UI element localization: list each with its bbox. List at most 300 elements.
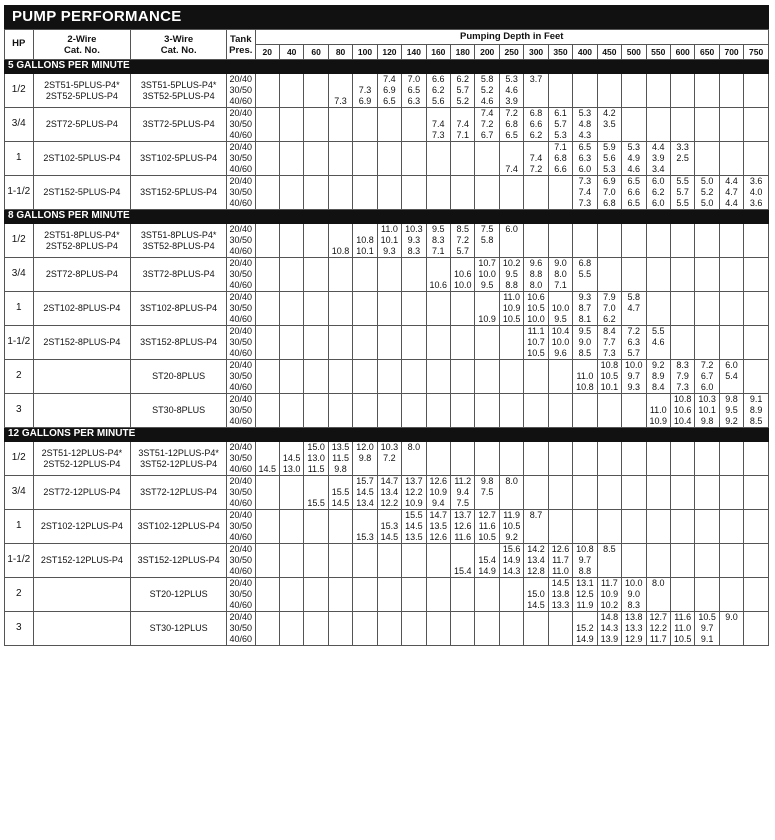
depth-value-cell: 14.5 xyxy=(255,442,279,476)
depth-value-cell: 13.7 12.6 11.6 xyxy=(451,510,475,544)
depth-value-cell xyxy=(328,510,352,544)
depth-value-cell: 3.6 4.0 3.6 xyxy=(744,176,769,210)
depth-value-cell xyxy=(304,108,328,142)
three-wire-cell: ST20-8PLUS xyxy=(131,360,227,394)
depth-value-cell: 3.3 2.5 xyxy=(670,142,694,176)
depth-value-cell xyxy=(255,224,279,258)
depth-value-cell xyxy=(279,326,303,360)
depth-value-cell xyxy=(670,544,694,578)
depth-value-cell: 15.3 14.5 xyxy=(377,510,401,544)
depth-value-cell xyxy=(695,578,719,612)
depth-value-cell xyxy=(304,326,328,360)
tank-pressure-cell: 20/40 30/50 40/60 xyxy=(227,578,256,612)
depth-600: 600 xyxy=(670,45,694,60)
depth-value-cell xyxy=(255,612,279,646)
depth-value-cell xyxy=(475,176,499,210)
depth-value-cell xyxy=(402,578,426,612)
depth-value-cell xyxy=(279,176,303,210)
depth-value-cell xyxy=(451,394,475,428)
two-wire-cell: 2ST152-8PLUS-P4 xyxy=(33,326,131,360)
depth-value-cell: 5.5 4.6 xyxy=(646,326,670,360)
depth-value-cell: 10.6 10.5 10.0 xyxy=(524,292,548,326)
section-header: 12 GALLONS PER MINUTE xyxy=(5,428,769,442)
depth-value-cell: 11.0 10.8 xyxy=(573,360,597,394)
depth-value-cell: 8.4 7.7 7.3 xyxy=(597,326,621,360)
depth-value-cell: 7.2 6.8 6.5 xyxy=(499,108,523,142)
three-wire-cell: 3ST51-8PLUS-P4* 3ST52-8PLUS-P4 xyxy=(131,224,227,258)
depth-value-cell: 10.4 10.0 9.6 xyxy=(548,326,572,360)
depth-value-cell xyxy=(548,612,572,646)
depth-value-cell xyxy=(646,224,670,258)
depth-value-cell xyxy=(475,612,499,646)
tank-pressure-cell: 20/40 30/50 40/60 xyxy=(227,176,256,210)
depth-value-cell: 15.4 14.9 xyxy=(475,544,499,578)
depth-value-cell xyxy=(377,360,401,394)
depth-value-cell xyxy=(475,578,499,612)
depth-750: 750 xyxy=(744,45,769,60)
depth-value-cell: 15.5 xyxy=(304,476,328,510)
depth-value-cell xyxy=(573,510,597,544)
hp-cell: 3 xyxy=(5,394,34,428)
depth-value-cell xyxy=(255,510,279,544)
depth-value-cell xyxy=(279,394,303,428)
depth-value-cell xyxy=(719,476,743,510)
three-wire-cell: ST30-8PLUS xyxy=(131,394,227,428)
depth-value-cell: 7.4 6.9 6.5 xyxy=(377,74,401,108)
two-wire-cell: 2ST152-12PLUS-P4 xyxy=(33,544,131,578)
depth-value-cell xyxy=(646,74,670,108)
depth-value-cell: 5.8 4.7 xyxy=(622,292,646,326)
depth-value-cell xyxy=(695,544,719,578)
tank-pressure-cell: 20/40 30/50 40/60 xyxy=(227,544,256,578)
depth-value-cell: 9.6 8.8 8.0 xyxy=(524,258,548,292)
depth-value-cell xyxy=(377,612,401,646)
table-row xyxy=(5,612,769,646)
depth-value-cell xyxy=(719,510,743,544)
tank-pressure-cell: 20/40 30/50 40/60 xyxy=(227,224,256,258)
depth-value-cell xyxy=(548,360,572,394)
depth-value-cell xyxy=(670,108,694,142)
depth-value-cell: 11.9 10.5 9.2 xyxy=(499,510,523,544)
depth-value-cell: 5.8 5.2 4.6 xyxy=(475,74,499,108)
depth-value-cell xyxy=(328,578,352,612)
depth-value-cell xyxy=(304,510,328,544)
depth-value-cell xyxy=(719,258,743,292)
depth-value-cell: 11.0 10.1 9.3 xyxy=(377,224,401,258)
depth-value-cell xyxy=(353,360,377,394)
depth-value-cell: 15.5 14.5 xyxy=(328,476,352,510)
depth-value-cell: 11.1 10.7 10.5 xyxy=(524,326,548,360)
depth-value-cell: 10.8 10.5 10.1 xyxy=(597,360,621,394)
depth-value-cell xyxy=(719,142,743,176)
depth-value-cell xyxy=(744,142,769,176)
depth-value-cell xyxy=(646,108,670,142)
depth-value-cell: 11.0 10.9 10.5 xyxy=(499,292,523,326)
depth-value-cell: 10.7 10.0 9.5 xyxy=(475,258,499,292)
depth-value-cell xyxy=(670,578,694,612)
pump-performance-sheet xyxy=(4,5,769,646)
depth-value-cell xyxy=(353,394,377,428)
depth-700: 700 xyxy=(719,45,743,60)
tank-pressure-cell: 20/40 30/50 40/60 xyxy=(227,360,256,394)
depth-500: 500 xyxy=(622,45,646,60)
depth-value-cell xyxy=(744,258,769,292)
depth-value-cell xyxy=(255,578,279,612)
pump-performance-table xyxy=(4,29,769,646)
depth-value-cell xyxy=(524,224,548,258)
depth-value-cell: 7.3 6.9 xyxy=(353,74,377,108)
depth-value-cell xyxy=(622,510,646,544)
depth-value-cell xyxy=(719,108,743,142)
depth-value-cell xyxy=(451,442,475,476)
depth-550: 550 xyxy=(646,45,670,60)
depth-value-cell xyxy=(426,326,450,360)
two-wire-cell: 2ST51-8PLUS-P4* 2ST52-8PLUS-P4 xyxy=(33,224,131,258)
depth-value-cell xyxy=(646,544,670,578)
depth-value-cell xyxy=(695,108,719,142)
depth-160: 160 xyxy=(426,45,450,60)
depth-450: 450 xyxy=(597,45,621,60)
depth-value-cell xyxy=(402,176,426,210)
depth-value-cell xyxy=(744,612,769,646)
depth-value-cell: 9.0 8.0 7.1 xyxy=(548,258,572,292)
hp-cell: 1/2 xyxy=(5,224,34,258)
depth-value-cell xyxy=(377,108,401,142)
depth-value-cell xyxy=(353,108,377,142)
depth-value-cell xyxy=(328,258,352,292)
depth-value-cell xyxy=(402,292,426,326)
depth-value-cell xyxy=(353,142,377,176)
depth-value-cell: 14.2 13.4 12.8 xyxy=(524,544,548,578)
depth-value-cell: 6.2 5.7 5.2 xyxy=(451,74,475,108)
depth-value-cell: 6.0 5.4 xyxy=(719,360,743,394)
depth-value-cell: 6.0 xyxy=(499,224,523,258)
depth-value-cell: 7.9 7.0 6.2 xyxy=(597,292,621,326)
depth-value-cell xyxy=(426,292,450,326)
hp-cell: 1 xyxy=(5,510,34,544)
hp-cell: 1 xyxy=(5,292,34,326)
depth-value-cell: 5.3 4.6 3.9 xyxy=(499,74,523,108)
three-wire-cell: 3ST152-5PLUS-P4 xyxy=(131,176,227,210)
depth-value-cell: 15.7 14.5 13.4 xyxy=(353,476,377,510)
two-wire-cell: 2ST72-12PLUS-P4 xyxy=(33,476,131,510)
depth-value-cell xyxy=(548,224,572,258)
depth-value-cell xyxy=(304,544,328,578)
depth-value-cell: 4.4 3.9 3.4 xyxy=(646,142,670,176)
depth-value-cell xyxy=(279,258,303,292)
depth-value-cell xyxy=(451,326,475,360)
depth-value-cell: 10.0 9.0 8.3 xyxy=(622,578,646,612)
three-wire-cell: 3ST51-12PLUS-P4* 3ST52-12PLUS-P4 xyxy=(131,442,227,476)
three-wire-cell: 3ST72-12PLUS-P4 xyxy=(131,476,227,510)
depth-value-cell: 15.4 xyxy=(451,544,475,578)
tank-pressure-cell: 20/40 30/50 40/60 xyxy=(227,74,256,108)
depth-value-cell: 12.6 10.9 9.4 xyxy=(426,476,450,510)
three-wire-cell: 3ST102-8PLUS-P4 xyxy=(131,292,227,326)
two-wire-cell xyxy=(33,612,131,646)
depth-80: 80 xyxy=(328,45,352,60)
depth-value-cell xyxy=(646,292,670,326)
depth-value-cell xyxy=(255,258,279,292)
depth-value-cell xyxy=(451,176,475,210)
depth-value-cell xyxy=(475,326,499,360)
depth-value-cell xyxy=(402,544,426,578)
depth-value-cell xyxy=(328,176,352,210)
depth-value-cell xyxy=(279,224,303,258)
depth-value-cell: 15.3 xyxy=(353,510,377,544)
depth-value-cell xyxy=(475,442,499,476)
depth-value-cell xyxy=(426,176,450,210)
hp-cell: 1-1/2 xyxy=(5,544,34,578)
tank-pressure-cell: 20/40 30/50 40/60 xyxy=(227,442,256,476)
depth-value-cell xyxy=(695,476,719,510)
depth-value-cell xyxy=(744,74,769,108)
header-3-wire: 3-Wire Cat. No. xyxy=(131,30,227,60)
header-hp: HP xyxy=(5,30,34,60)
tank-pressure-cell: 20/40 30/50 40/60 xyxy=(227,108,256,142)
depth-value-cell xyxy=(377,292,401,326)
three-wire-cell: 3ST152-8PLUS-P4 xyxy=(131,326,227,360)
depth-value-cell xyxy=(695,292,719,326)
depth-value-cell xyxy=(499,394,523,428)
depth-value-cell: 7.2 6.3 5.7 xyxy=(622,326,646,360)
depth-value-cell xyxy=(744,476,769,510)
table-row xyxy=(5,360,769,394)
depth-value-cell: 5.9 5.6 5.3 xyxy=(597,142,621,176)
depth-value-cell xyxy=(524,442,548,476)
depth-value-cell xyxy=(622,108,646,142)
depth-value-cell: 10.2 9.5 8.8 xyxy=(499,258,523,292)
depth-value-cell xyxy=(744,544,769,578)
depth-value-cell xyxy=(304,292,328,326)
depth-value-cell: 9.0 xyxy=(719,612,743,646)
depth-value-cell xyxy=(255,476,279,510)
depth-value-cell: 12.7 11.6 10.5 xyxy=(475,510,499,544)
depth-value-cell: 7.2 6.7 6.0 xyxy=(695,360,719,394)
depth-value-cell xyxy=(377,142,401,176)
depth-value-cell: 6.5 6.3 6.0 xyxy=(573,142,597,176)
depth-value-cell: 12.7 12.2 11.7 xyxy=(646,612,670,646)
depth-value-cell xyxy=(353,176,377,210)
table-row xyxy=(5,292,769,326)
depth-value-cell xyxy=(524,394,548,428)
hp-cell: 2 xyxy=(5,360,34,394)
header-pumping-depth: Pumping Depth in Feet xyxy=(255,30,768,45)
depth-value-cell xyxy=(622,224,646,258)
depth-140: 140 xyxy=(402,45,426,60)
depth-value-cell: 8.0 xyxy=(499,476,523,510)
depth-value-cell: 9.3 8.7 8.1 xyxy=(573,292,597,326)
depth-value-cell xyxy=(255,360,279,394)
depth-value-cell xyxy=(622,394,646,428)
depth-value-cell: 10.9 xyxy=(475,292,499,326)
depth-value-cell xyxy=(279,360,303,394)
depth-value-cell: 10.6 xyxy=(426,258,450,292)
tank-pressure-cell: 20/40 30/50 40/60 xyxy=(227,142,256,176)
depth-value-cell: 15.5 14.5 13.5 xyxy=(402,510,426,544)
depth-value-cell: 10.8 xyxy=(328,224,352,258)
depth-value-cell xyxy=(279,578,303,612)
section-header: 8 GALLONS PER MINUTE xyxy=(5,210,769,224)
depth-value-cell: 15.0 14.5 xyxy=(524,578,548,612)
depth-60: 60 xyxy=(304,45,328,60)
three-wire-cell: 3ST102-12PLUS-P4 xyxy=(131,510,227,544)
depth-value-cell xyxy=(597,510,621,544)
depth-value-cell xyxy=(622,544,646,578)
depth-value-cell xyxy=(573,442,597,476)
depth-value-cell xyxy=(328,108,352,142)
table-row xyxy=(5,108,769,142)
depth-value-cell xyxy=(646,442,670,476)
depth-value-cell: 10.0 9.7 9.3 xyxy=(622,360,646,394)
tank-pressure-cell: 20/40 30/50 40/60 xyxy=(227,394,256,428)
depth-value-cell xyxy=(670,258,694,292)
depth-value-cell xyxy=(695,326,719,360)
depth-value-cell xyxy=(744,510,769,544)
depth-value-cell: 5.3 4.8 4.3 xyxy=(573,108,597,142)
depth-value-cell: 15.0 13.0 11.5 xyxy=(304,442,328,476)
hp-cell: 3/4 xyxy=(5,476,34,510)
depth-value-cell xyxy=(353,578,377,612)
tank-pressure-cell: 20/40 30/50 40/60 xyxy=(227,258,256,292)
tank-pressure-cell: 20/40 30/50 40/60 xyxy=(227,510,256,544)
depth-value-cell xyxy=(377,258,401,292)
depth-value-cell: 10.3 10.1 9.8 xyxy=(695,394,719,428)
depth-value-cell xyxy=(402,360,426,394)
depth-value-cell xyxy=(744,578,769,612)
depth-value-cell xyxy=(304,74,328,108)
depth-value-cell xyxy=(670,510,694,544)
table-row xyxy=(5,578,769,612)
three-wire-cell: 3ST51-5PLUS-P4* 3ST52-5PLUS-P4 xyxy=(131,74,227,108)
depth-value-cell: 5.3 4.9 4.6 xyxy=(622,142,646,176)
depth-value-cell xyxy=(597,394,621,428)
depth-value-cell: 10.5 9.7 9.1 xyxy=(695,612,719,646)
depth-value-cell xyxy=(426,360,450,394)
depth-value-cell xyxy=(744,360,769,394)
depth-value-cell xyxy=(597,74,621,108)
depth-value-cell xyxy=(670,224,694,258)
depth-value-cell xyxy=(499,326,523,360)
depth-value-cell xyxy=(499,612,523,646)
depth-value-cell xyxy=(622,258,646,292)
depth-value-cell xyxy=(719,292,743,326)
depth-value-cell: 7.0 6.5 6.3 xyxy=(402,74,426,108)
depth-value-cell: 7.4 7.3 xyxy=(426,108,450,142)
depth-value-cell xyxy=(304,258,328,292)
depth-value-cell: 14.8 14.3 13.9 xyxy=(597,612,621,646)
depth-value-cell xyxy=(719,224,743,258)
depth-value-cell xyxy=(328,612,352,646)
depth-value-cell xyxy=(328,142,352,176)
depth-value-cell xyxy=(279,510,303,544)
depth-value-cell: 8.5 xyxy=(597,544,621,578)
depth-value-cell xyxy=(499,442,523,476)
depth-value-cell xyxy=(719,74,743,108)
page-title: PUMP PERFORMANCE xyxy=(4,5,769,29)
two-wire-cell: 2ST102-12PLUS-P4 xyxy=(33,510,131,544)
depth-value-cell xyxy=(328,360,352,394)
depth-value-cell xyxy=(744,108,769,142)
tank-pressure-cell: 20/40 30/50 40/60 xyxy=(227,292,256,326)
depth-value-cell: 15.2 14.9 xyxy=(573,612,597,646)
two-wire-cell: 2ST102-8PLUS-P4 xyxy=(33,292,131,326)
depth-value-cell xyxy=(255,544,279,578)
depth-value-cell xyxy=(426,442,450,476)
depth-value-cell xyxy=(451,142,475,176)
hp-cell: 1-1/2 xyxy=(5,326,34,360)
depth-value-cell xyxy=(597,224,621,258)
two-wire-cell xyxy=(33,578,131,612)
depth-value-cell xyxy=(402,612,426,646)
depth-value-cell: 8.0 xyxy=(402,442,426,476)
depth-value-cell xyxy=(695,258,719,292)
depth-value-cell: 7.5 5.8 xyxy=(475,224,499,258)
depth-value-cell xyxy=(548,394,572,428)
depth-value-cell xyxy=(646,510,670,544)
hp-cell: 3/4 xyxy=(5,258,34,292)
depth-value-cell xyxy=(451,292,475,326)
depth-value-cell xyxy=(548,176,572,210)
tank-pressure-cell: 20/40 30/50 40/60 xyxy=(227,326,256,360)
depth-value-cell: 12.0 9.8 xyxy=(353,442,377,476)
depth-value-cell: 10.6 10.0 xyxy=(451,258,475,292)
depth-value-cell: 13.8 13.3 12.9 xyxy=(622,612,646,646)
depth-value-cell xyxy=(622,476,646,510)
depth-value-cell xyxy=(670,74,694,108)
depth-value-cell xyxy=(573,74,597,108)
depth-value-cell: 8.5 7.2 5.7 xyxy=(451,224,475,258)
depth-value-cell xyxy=(304,176,328,210)
two-wire-cell: 2ST51-12PLUS-P4* 2ST52-12PLUS-P4 xyxy=(33,442,131,476)
depth-value-cell xyxy=(353,326,377,360)
depth-value-cell xyxy=(279,544,303,578)
depth-value-cell: 9.5 8.3 7.1 xyxy=(426,224,450,258)
depth-value-cell: 6.0 6.2 6.0 xyxy=(646,176,670,210)
depth-value-cell: 8.0 xyxy=(646,578,670,612)
depth-value-cell xyxy=(402,142,426,176)
depth-value-cell: 12.6 11.7 11.0 xyxy=(548,544,572,578)
hp-cell: 1/2 xyxy=(5,74,34,108)
depth-value-cell: 7.4 7.2 6.7 xyxy=(475,108,499,142)
depth-value-cell: 3.7 xyxy=(524,74,548,108)
depth-value-cell xyxy=(304,612,328,646)
depth-value-cell xyxy=(279,292,303,326)
depth-value-cell: 11.6 11.0 10.5 xyxy=(670,612,694,646)
depth-300: 300 xyxy=(524,45,548,60)
depth-value-cell xyxy=(524,360,548,394)
depth-value-cell xyxy=(377,326,401,360)
two-wire-cell: 2ST51-5PLUS-P4* 2ST52-5PLUS-P4 xyxy=(33,74,131,108)
table-row xyxy=(5,258,769,292)
depth-value-cell: 10.3 7.2 xyxy=(377,442,401,476)
three-wire-cell: 3ST72-8PLUS-P4 xyxy=(131,258,227,292)
depth-value-cell xyxy=(402,108,426,142)
depth-value-cell: 7.4 xyxy=(499,142,523,176)
hp-cell: 1-1/2 xyxy=(5,176,34,210)
depth-value-cell xyxy=(573,224,597,258)
depth-value-cell: 6.1 5.7 5.3 xyxy=(548,108,572,142)
depth-value-cell xyxy=(255,176,279,210)
table-row xyxy=(5,224,769,258)
depth-value-cell xyxy=(695,142,719,176)
depth-value-cell: 11.0 10.9 xyxy=(646,394,670,428)
depth-value-cell xyxy=(426,142,450,176)
depth-value-cell: 13.5 11.5 9.8 xyxy=(328,442,352,476)
depth-250: 250 xyxy=(499,45,523,60)
depth-value-cell: 13.1 12.5 11.9 xyxy=(573,578,597,612)
depth-value-cell: 14.7 13.4 12.2 xyxy=(377,476,401,510)
